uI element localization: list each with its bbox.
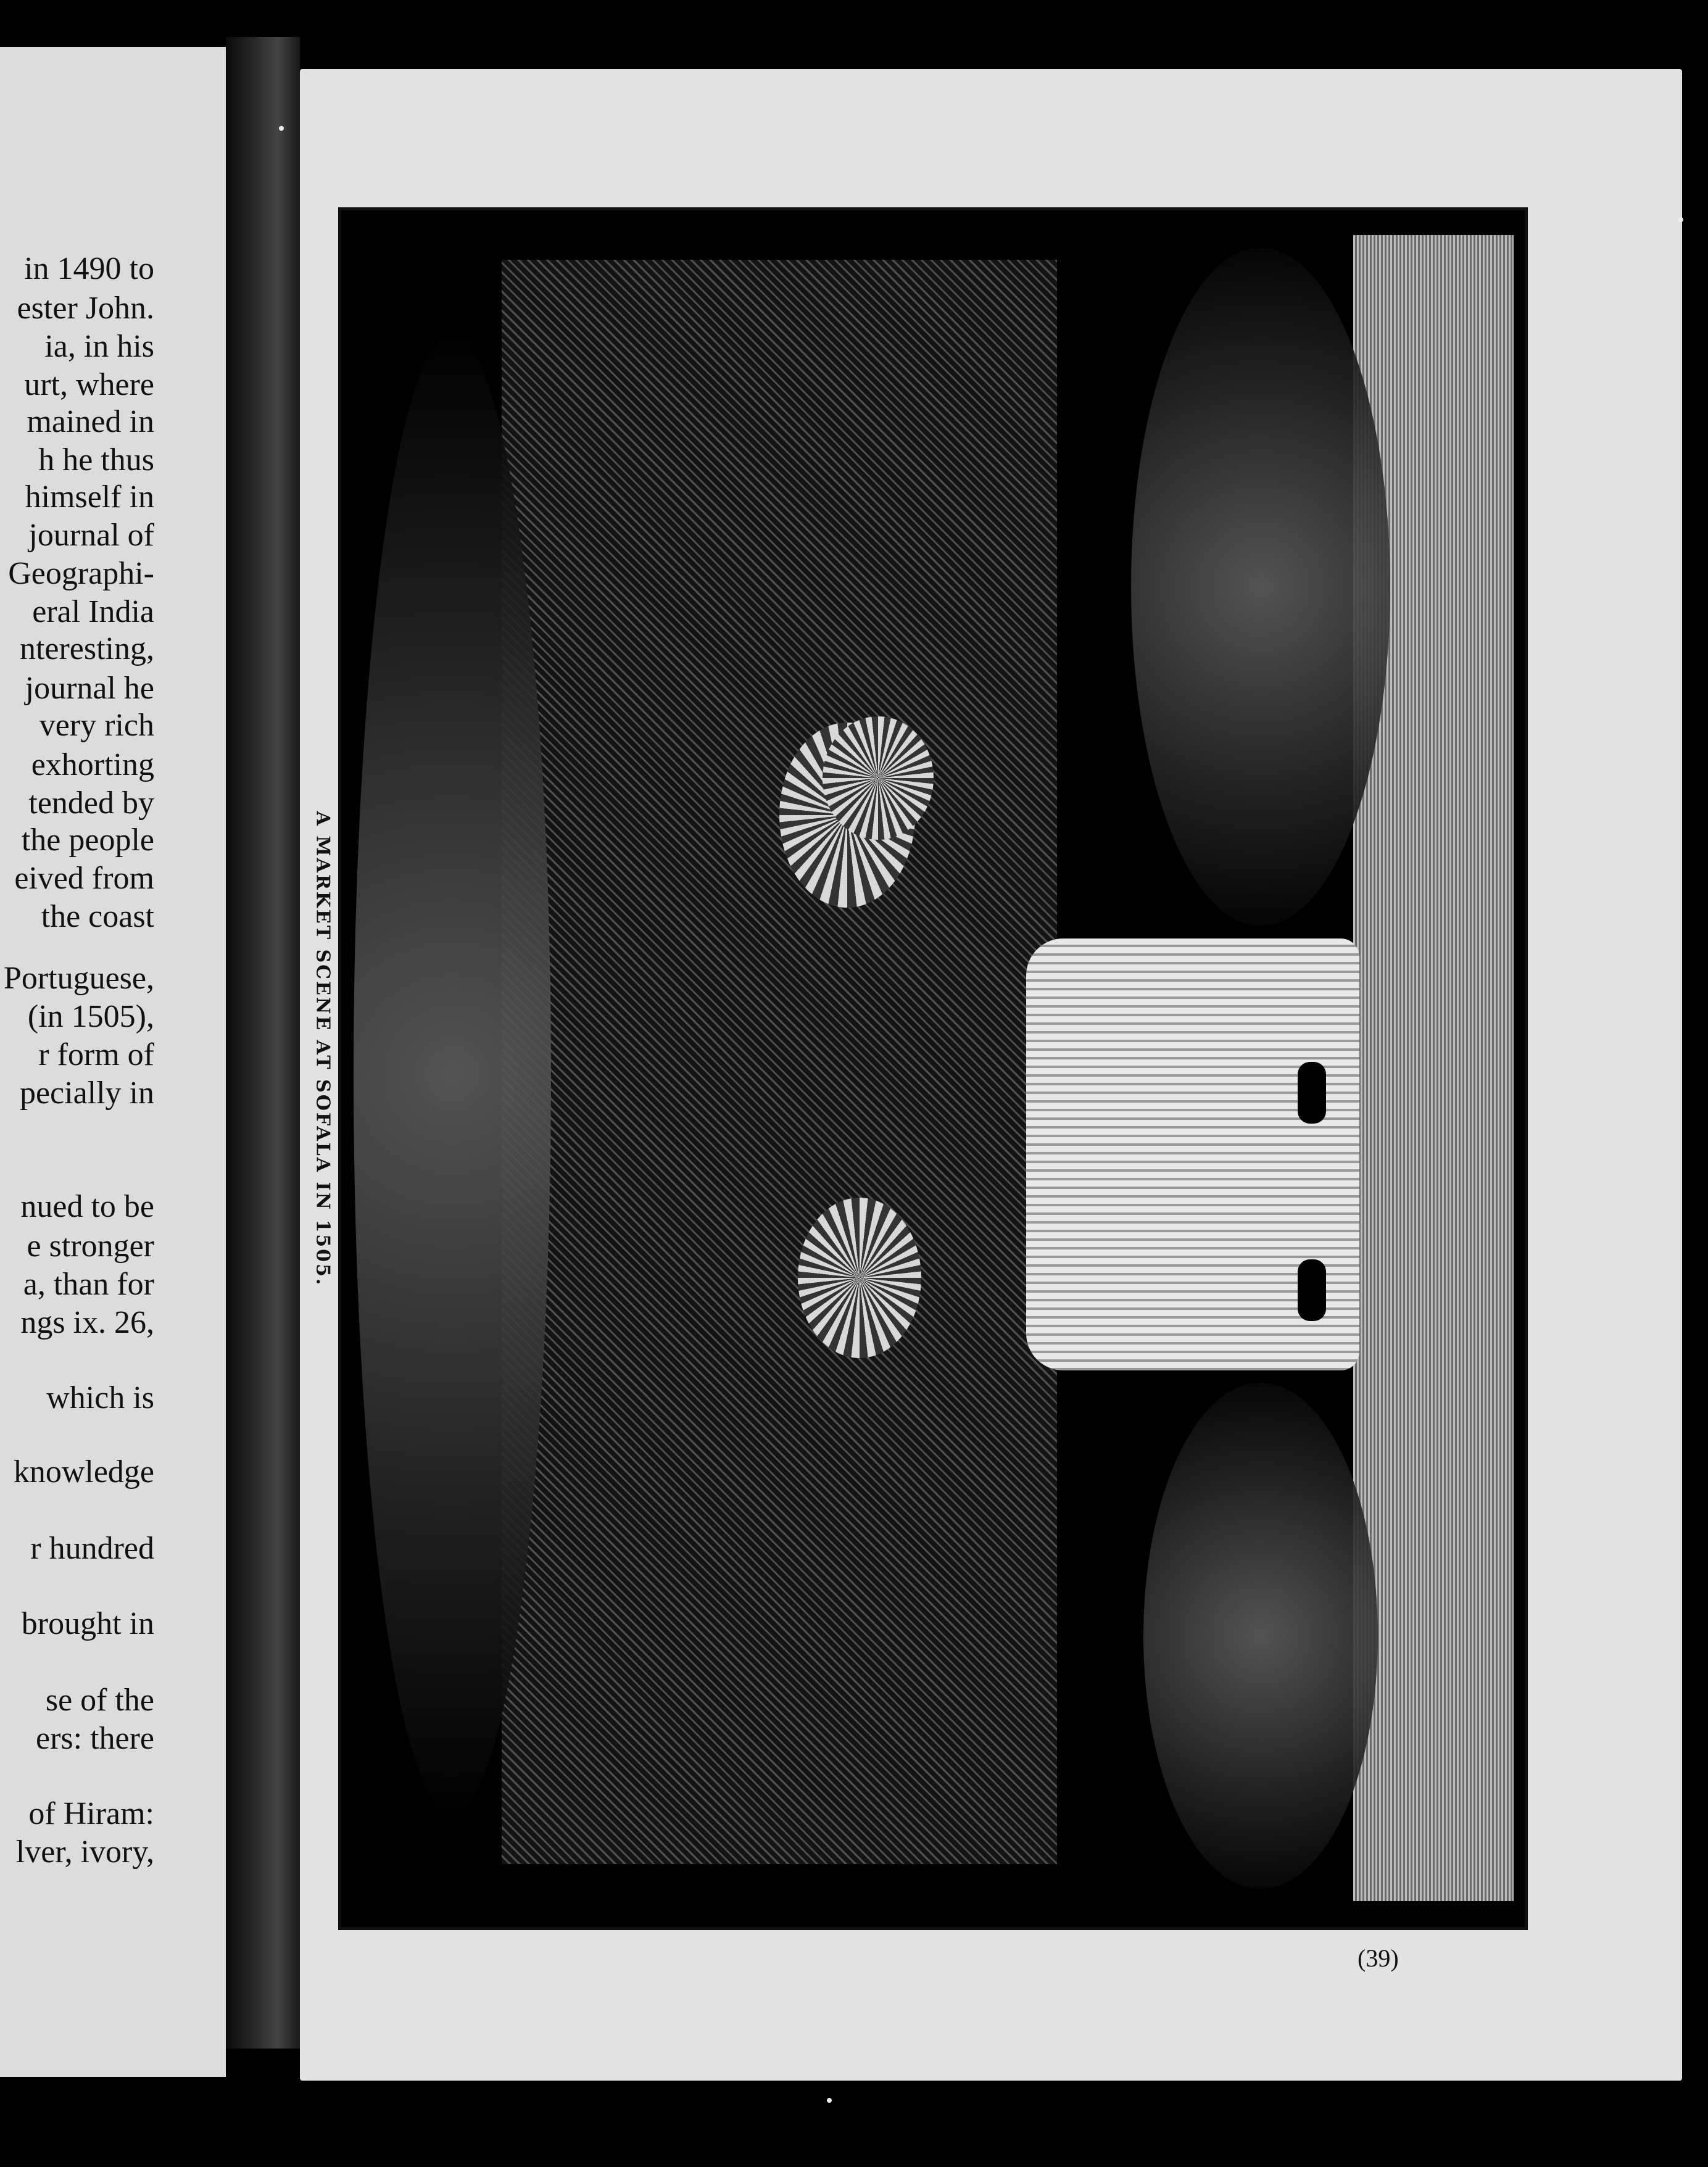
left-page-line: the coast (41, 899, 154, 934)
left-page-line: e stronger (27, 1229, 154, 1264)
left-page-line: (in 1505), (27, 999, 154, 1034)
engraving-fort-tower (1026, 938, 1359, 1370)
left-page-line: journal he (25, 671, 154, 706)
book-gutter (226, 37, 300, 2049)
left-page-line: the people (21, 822, 154, 858)
left-page-line: ester John. (17, 291, 154, 326)
page-number: (39) (1358, 1944, 1399, 1972)
left-page-line: tended by (28, 785, 154, 821)
engraving-umbrella (798, 1198, 921, 1358)
left-page-line: ngs ix. 26, (20, 1305, 154, 1340)
left-page-line: mained in (27, 404, 154, 439)
left-page-line: exhorting (31, 747, 154, 782)
left-page-line: eral India (32, 594, 154, 629)
engraving-crowd (502, 260, 1057, 1864)
tower-window (1298, 1259, 1326, 1321)
left-page-line: lver, ivory, (15, 1834, 154, 1870)
left-page-line: pecially in (19, 1075, 154, 1111)
plate-caption-text: A MARKET SCENE AT SOFALA IN 1505. (312, 811, 334, 1287)
left-page-line: eived from (14, 861, 154, 896)
left-page-line: in 1490 to (24, 251, 154, 286)
left-page-line: urt, where (24, 367, 154, 402)
left-page-line: h he thus (38, 442, 154, 478)
left-page-line: nteresting, (19, 631, 154, 666)
left-page-line: ia, in his (44, 329, 154, 364)
left-page-line: a, than for (23, 1267, 154, 1302)
left-page-line: se of the (45, 1683, 154, 1718)
left-page-line: Geographi- (8, 556, 154, 591)
dust-speck (1678, 217, 1683, 222)
left-page-line: very rich (39, 708, 154, 743)
left-page-line: r hundred (30, 1531, 154, 1566)
dust-speck (827, 2098, 832, 2103)
engraving-trees-lower (1143, 1383, 1378, 1889)
left-page-line: ers: there (35, 1721, 154, 1756)
engraving-umbrella (823, 716, 934, 840)
left-page-line: r form of (38, 1037, 154, 1072)
left-page-line: brought in (21, 1606, 154, 1641)
engraving-foreground-plants (354, 334, 551, 1815)
dust-speck (279, 126, 284, 131)
left-page-line: himself in (25, 479, 154, 515)
left-page-line: knowledge (13, 1454, 154, 1490)
engraving-trees (1131, 247, 1390, 926)
tower-window (1298, 1062, 1326, 1124)
left-page-line: of Hiram: (28, 1796, 154, 1831)
left-page-line: Portuguese, (3, 961, 154, 996)
left-page-line: which is (46, 1380, 154, 1415)
market-scene-engraving (338, 207, 1528, 1930)
plate-caption (310, 811, 335, 1287)
left-page-line: journal of (28, 518, 154, 553)
left-page-line: nued to be (20, 1189, 154, 1224)
left-page (0, 47, 226, 2077)
